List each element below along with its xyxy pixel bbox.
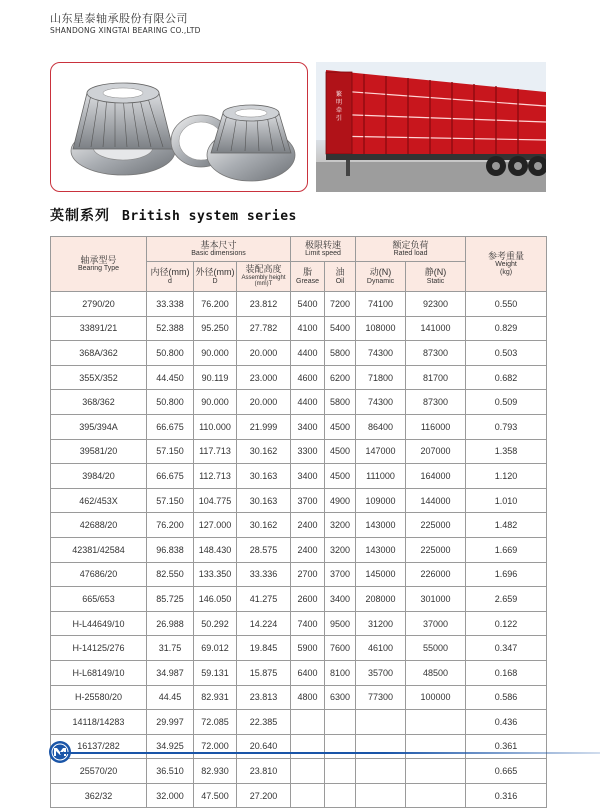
cell-bore-d: 50.800 (147, 341, 194, 366)
cell-dynamic-load (356, 759, 406, 784)
cell-weight: 0.793 (466, 414, 547, 439)
cell-assembly-height-T: 20.000 (237, 390, 291, 415)
cell-weight: 0.682 (466, 365, 547, 390)
table-row (51, 685, 547, 710)
cell-outer-D: 76.200 (194, 292, 237, 317)
table-row (51, 710, 547, 735)
company-name-en: SHANDONG XINGTAI BEARING CO.,LTD (50, 26, 201, 35)
cell-oil-speed: 3200 (325, 513, 356, 538)
cell-grease-speed: 3300 (291, 439, 325, 464)
cell-oil-speed: 7600 (325, 636, 356, 661)
cell-outer-D: 110.000 (194, 414, 237, 439)
cell-outer-D: 133.350 (194, 562, 237, 587)
cell-weight: 2.659 (466, 587, 547, 612)
cell-weight: 1.669 (466, 537, 547, 562)
cell-bore-d: 52.388 (147, 316, 194, 341)
cell-static-load: 141000 (406, 316, 466, 341)
cell-outer-D: 47.500 (194, 783, 237, 808)
cell-grease-speed: 4800 (291, 685, 325, 710)
cell-oil-speed: 6300 (325, 685, 356, 710)
cell-grease-speed (291, 759, 325, 784)
cell-dynamic-load: 74100 (356, 292, 406, 317)
cell-dynamic-load: 31200 (356, 611, 406, 636)
cell-bore-d: 36.510 (147, 759, 194, 784)
cell-bearing-type: 14118/14283 (51, 710, 147, 735)
cell-assembly-height-T: 30.163 (237, 488, 291, 513)
cell-assembly-height-T: 22.385 (237, 710, 291, 735)
cell-outer-D: 117.713 (194, 439, 237, 464)
cell-assembly-height-T: 23.000 (237, 365, 291, 390)
cell-weight: 1.010 (466, 488, 547, 513)
cell-weight: 1.696 (466, 562, 547, 587)
header-limit-speed: 极限转速 Limit speed (291, 237, 356, 262)
table-row (51, 513, 547, 538)
series-title-en: British system series (122, 209, 297, 224)
header-assembly-height: 装配高度 Assembly height (mm)T (237, 262, 291, 292)
bearing-photo (50, 62, 308, 192)
cell-weight: 1.120 (466, 464, 547, 489)
cell-weight: 1.482 (466, 513, 547, 538)
cell-bearing-type: H-L68149/10 (51, 660, 147, 685)
cell-bore-d: 76.200 (147, 513, 194, 538)
cell-static-load (406, 759, 466, 784)
cell-grease-speed: 7400 (291, 611, 325, 636)
spec-table-body (51, 292, 547, 808)
cell-bearing-type: H-L44649/10 (51, 611, 147, 636)
cell-outer-D: 72.085 (194, 710, 237, 735)
cell-assembly-height-T: 14.224 (237, 611, 291, 636)
cell-bore-d: 31.75 (147, 636, 194, 661)
cell-oil-speed: 3700 (325, 562, 356, 587)
cell-bearing-type: 355X/352 (51, 365, 147, 390)
cell-weight: 0.347 (466, 636, 547, 661)
cell-dynamic-load: 143000 (356, 537, 406, 562)
cell-assembly-height-T: 27.782 (237, 316, 291, 341)
semi-trailer-image (316, 62, 546, 192)
cell-grease-speed: 4600 (291, 365, 325, 390)
cell-oil-speed (325, 759, 356, 784)
cell-grease-speed: 6400 (291, 660, 325, 685)
cell-static-load: 226000 (406, 562, 466, 587)
cell-static-load: 55000 (406, 636, 466, 661)
cell-oil-speed: 6200 (325, 365, 356, 390)
cell-assembly-height-T: 20.640 (237, 734, 291, 759)
cell-bore-d: 57.150 (147, 488, 194, 513)
cell-weight: 0.550 (466, 292, 547, 317)
cell-static-load: 81700 (406, 365, 466, 390)
cell-dynamic-load: 74300 (356, 390, 406, 415)
cell-bore-d: 96.838 (147, 537, 194, 562)
cell-weight: 0.436 (466, 710, 547, 735)
svg-text:明: 明 (335, 99, 343, 106)
cell-bearing-type: 3984/20 (51, 464, 147, 489)
cell-dynamic-load: 145000 (356, 562, 406, 587)
cell-outer-D: 146.050 (194, 587, 237, 612)
table-row (51, 759, 547, 784)
cell-dynamic-load (356, 734, 406, 759)
cell-grease-speed: 3700 (291, 488, 325, 513)
cell-outer-D: 90.000 (194, 390, 237, 415)
table-row (51, 390, 547, 415)
cell-grease-speed: 4400 (291, 341, 325, 366)
tapered-roller-bearing-image (51, 63, 307, 191)
cell-static-load: 48500 (406, 660, 466, 685)
cell-dynamic-load (356, 783, 406, 808)
cell-bore-d: 33.338 (147, 292, 194, 317)
cell-weight: 0.665 (466, 759, 547, 784)
table-row (51, 439, 547, 464)
cell-weight: 0.168 (466, 660, 547, 685)
cell-bore-d: 26.988 (147, 611, 194, 636)
cell-assembly-height-T: 19.845 (237, 636, 291, 661)
cell-oil-speed (325, 734, 356, 759)
header-bearing-type: 轴承型号 Bearing Type (51, 237, 147, 292)
cell-outer-D: 127.000 (194, 513, 237, 538)
cell-outer-D: 82.930 (194, 759, 237, 784)
cell-bearing-type: 665/653 (51, 587, 147, 612)
table-row (51, 292, 547, 317)
cell-assembly-height-T: 33.336 (237, 562, 291, 587)
cell-static-load: 225000 (406, 513, 466, 538)
cell-grease-speed: 3400 (291, 464, 325, 489)
cell-weight: 0.503 (466, 341, 547, 366)
cell-oil-speed (325, 710, 356, 735)
cell-weight: 0.316 (466, 783, 547, 808)
cell-outer-D: 59.131 (194, 660, 237, 685)
cell-assembly-height-T: 27.200 (237, 783, 291, 808)
cell-dynamic-load (356, 710, 406, 735)
cell-outer-D: 112.713 (194, 464, 237, 489)
cell-oil-speed: 4500 (325, 414, 356, 439)
cell-oil-speed: 4900 (325, 488, 356, 513)
cell-static-load: 225000 (406, 537, 466, 562)
table-row (51, 734, 547, 759)
table-row (51, 587, 547, 612)
table-row (51, 464, 547, 489)
table-row (51, 611, 547, 636)
cell-static-load: 164000 (406, 464, 466, 489)
cell-outer-D: 69.012 (194, 636, 237, 661)
table-row (51, 488, 547, 513)
cell-weight: 0.361 (466, 734, 547, 759)
cell-bore-d: 50.800 (147, 390, 194, 415)
cell-dynamic-load: 86400 (356, 414, 406, 439)
cell-static-load (406, 734, 466, 759)
cell-bearing-type: 42688/20 (51, 513, 147, 538)
cell-bearing-type: 47686/20 (51, 562, 147, 587)
header-weight: 参考重量 Weight (kg) (466, 237, 547, 292)
cell-static-load: 100000 (406, 685, 466, 710)
header-grease: 脂 Grease (291, 262, 325, 292)
cell-bore-d: 32.000 (147, 783, 194, 808)
cell-outer-D: 148.430 (194, 537, 237, 562)
cell-assembly-height-T: 15.875 (237, 660, 291, 685)
svg-text:繁: 繁 (335, 91, 343, 98)
cell-bore-d: 44.45 (147, 685, 194, 710)
cell-assembly-height-T: 30.163 (237, 464, 291, 489)
cell-grease-speed: 5400 (291, 292, 325, 317)
cell-outer-D: 90.000 (194, 341, 237, 366)
cell-grease-speed: 5900 (291, 636, 325, 661)
cell-outer-D: 90.119 (194, 365, 237, 390)
cell-outer-D: 95.250 (194, 316, 237, 341)
company-name-cn: 山东星泰轴承股份有限公司 (50, 12, 188, 25)
header-outer: 外径(mm) D (194, 262, 237, 292)
cell-bearing-type: H-14125/276 (51, 636, 147, 661)
cell-bearing-type: 16137/282 (51, 734, 147, 759)
cell-bearing-type: 33891/21 (51, 316, 147, 341)
cell-dynamic-load: 109000 (356, 488, 406, 513)
cell-assembly-height-T: 30.162 (237, 439, 291, 464)
cell-dynamic-load: 111000 (356, 464, 406, 489)
cell-weight: 0.829 (466, 316, 547, 341)
cell-outer-D: 104.775 (194, 488, 237, 513)
header-static: 静(N) Static (406, 262, 466, 292)
cell-bearing-type: H-25580/20 (51, 685, 147, 710)
cell-oil-speed: 9500 (325, 611, 356, 636)
cell-oil-speed: 3400 (325, 587, 356, 612)
cell-bearing-type: 39581/20 (51, 439, 147, 464)
cell-oil-speed: 7200 (325, 292, 356, 317)
cell-assembly-height-T: 23.812 (237, 292, 291, 317)
table-row (51, 365, 547, 390)
cell-outer-D: 82.931 (194, 685, 237, 710)
cell-assembly-height-T: 41.275 (237, 587, 291, 612)
trailer-photo (316, 62, 546, 192)
cell-grease-speed: 4400 (291, 390, 325, 415)
cell-weight: 1.358 (466, 439, 547, 464)
cell-static-load (406, 783, 466, 808)
table-row (51, 316, 547, 341)
cell-oil-speed: 4500 (325, 439, 356, 464)
cell-grease-speed (291, 710, 325, 735)
cell-outer-D: 72.000 (194, 734, 237, 759)
cell-weight: 0.586 (466, 685, 547, 710)
cell-static-load: 87300 (406, 341, 466, 366)
cell-grease-speed (291, 783, 325, 808)
cell-assembly-height-T: 21.999 (237, 414, 291, 439)
cell-bore-d: 57.150 (147, 439, 194, 464)
cell-oil-speed: 5800 (325, 341, 356, 366)
header-dynamic: 动(N) Dynamic (356, 262, 406, 292)
cell-bearing-type: 2790/20 (51, 292, 147, 317)
header-rated-load: 额定负荷 Rated load (356, 237, 466, 262)
svg-text:引: 引 (335, 115, 343, 122)
cell-oil-speed: 4500 (325, 464, 356, 489)
cell-grease-speed: 2400 (291, 513, 325, 538)
cell-static-load (406, 710, 466, 735)
cell-bore-d: 85.725 (147, 587, 194, 612)
cell-static-load: 207000 (406, 439, 466, 464)
cell-bearing-type: 368/362 (51, 390, 147, 415)
cell-bearing-type: 42381/42584 (51, 537, 147, 562)
cell-grease-speed: 4100 (291, 316, 325, 341)
cell-dynamic-load: 77300 (356, 685, 406, 710)
cell-dynamic-load: 143000 (356, 513, 406, 538)
cell-grease-speed: 3400 (291, 414, 325, 439)
cell-dynamic-load: 147000 (356, 439, 406, 464)
series-title (50, 205, 297, 225)
table-row (51, 537, 547, 562)
cell-assembly-height-T: 23.810 (237, 759, 291, 784)
cell-bore-d: 66.675 (147, 464, 194, 489)
cell-dynamic-load: 71800 (356, 365, 406, 390)
cell-static-load: 87300 (406, 390, 466, 415)
cell-bearing-type: 362/32 (51, 783, 147, 808)
cell-assembly-height-T: 30.162 (237, 513, 291, 538)
cell-oil-speed (325, 783, 356, 808)
cell-weight: 0.509 (466, 390, 547, 415)
header-oil: 油 Oil (325, 262, 356, 292)
cell-bore-d: 29.997 (147, 710, 194, 735)
cell-static-load: 116000 (406, 414, 466, 439)
cell-assembly-height-T: 23.813 (237, 685, 291, 710)
cell-grease-speed (291, 734, 325, 759)
cell-oil-speed: 5400 (325, 316, 356, 341)
table-row (51, 783, 547, 808)
cell-oil-speed: 5800 (325, 390, 356, 415)
header-basic-dimensions: 基本尺寸 Basic dimensions (147, 237, 291, 262)
cell-bore-d: 66.675 (147, 414, 194, 439)
cell-grease-speed: 2600 (291, 587, 325, 612)
cell-dynamic-load: 108000 (356, 316, 406, 341)
cell-dynamic-load: 74300 (356, 341, 406, 366)
cell-oil-speed: 8100 (325, 660, 356, 685)
table-row (51, 660, 547, 685)
table-row (51, 562, 547, 587)
cell-dynamic-load: 208000 (356, 587, 406, 612)
bearing-spec-table (50, 236, 547, 808)
svg-text:牵: 牵 (335, 107, 343, 114)
cell-static-load: 301000 (406, 587, 466, 612)
cell-bore-d: 34.925 (147, 734, 194, 759)
table-row (51, 414, 547, 439)
cell-bore-d: 82.550 (147, 562, 194, 587)
cell-bearing-type: 395/394A (51, 414, 147, 439)
cell-dynamic-load: 35700 (356, 660, 406, 685)
table-row (51, 636, 547, 661)
cell-outer-D: 50.292 (194, 611, 237, 636)
company-header (50, 12, 201, 36)
cell-dynamic-load: 46100 (356, 636, 406, 661)
table-row (51, 341, 547, 366)
cell-bore-d: 44.450 (147, 365, 194, 390)
footer-divider (60, 752, 600, 754)
cell-static-load: 92300 (406, 292, 466, 317)
cell-bearing-type: 25570/20 (51, 759, 147, 784)
cell-grease-speed: 2700 (291, 562, 325, 587)
cell-weight: 0.122 (466, 611, 547, 636)
cell-bearing-type: 462/453X (51, 488, 147, 513)
cell-assembly-height-T: 28.575 (237, 537, 291, 562)
header-bore: 内径(mm) d (147, 262, 194, 292)
cell-bearing-type: 368A/362 (51, 341, 147, 366)
cell-bore-d: 34.987 (147, 660, 194, 685)
cell-static-load: 144000 (406, 488, 466, 513)
series-title-cn: 英制系列 (50, 208, 110, 224)
cell-static-load: 37000 (406, 611, 466, 636)
cell-grease-speed: 2400 (291, 537, 325, 562)
cell-oil-speed: 3200 (325, 537, 356, 562)
cell-assembly-height-T: 20.000 (237, 341, 291, 366)
